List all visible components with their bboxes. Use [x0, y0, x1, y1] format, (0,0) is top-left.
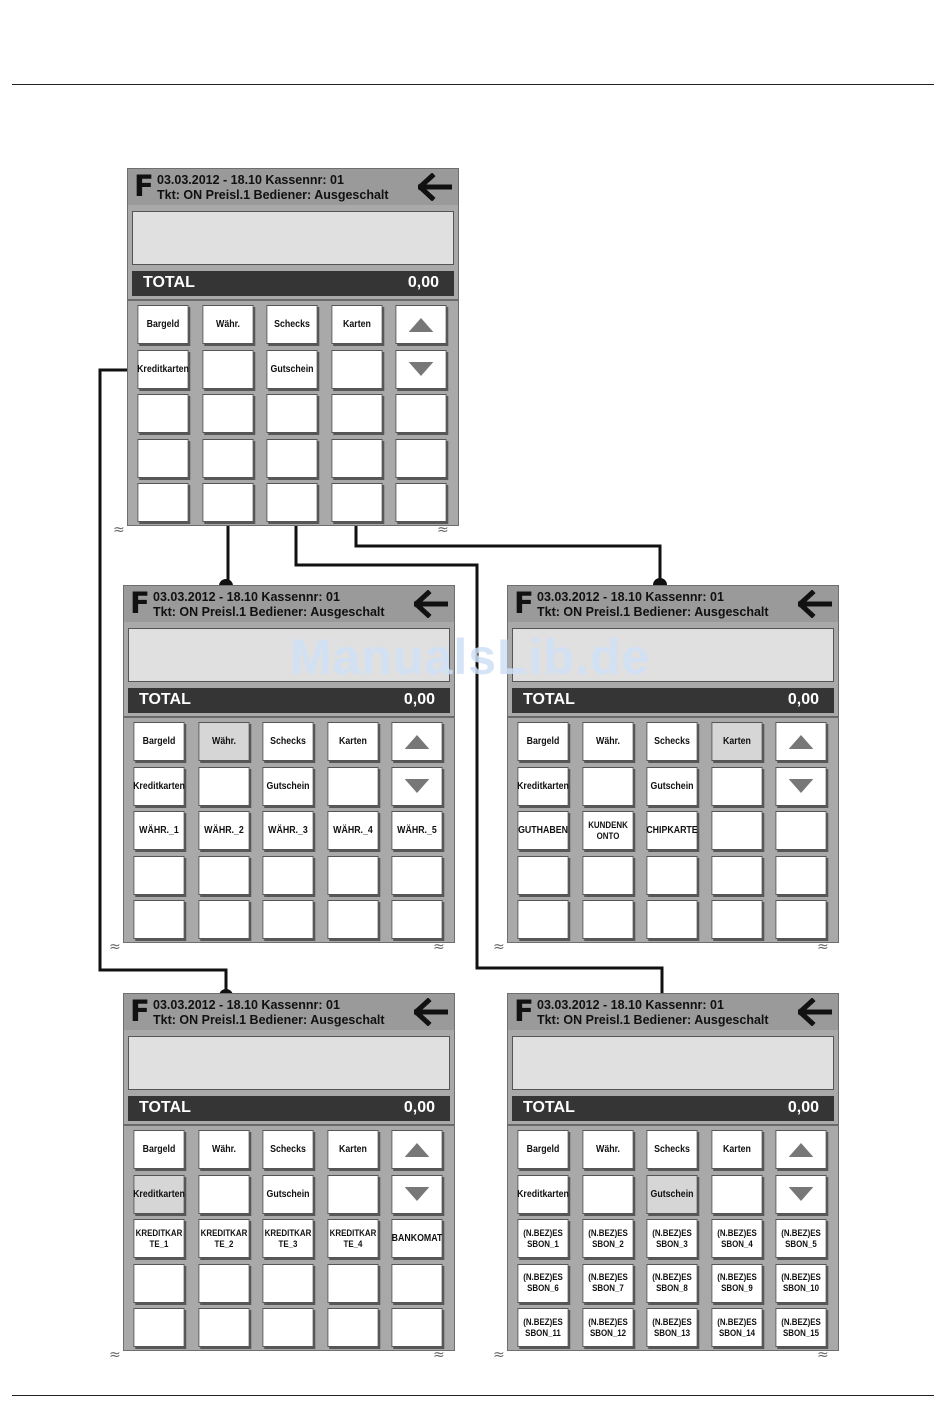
key-schecks[interactable] [262, 722, 313, 761]
up-arrow-icon [405, 1143, 430, 1157]
empty-key[interactable] [202, 350, 253, 389]
scroll-up-button[interactable] [775, 1130, 826, 1169]
empty-key[interactable] [133, 900, 184, 939]
key-label: (N.BEZ)ES SBON_12 [587, 1316, 628, 1338]
key-währ[interactable] [202, 305, 253, 344]
total-bar [512, 688, 834, 713]
function-letter: F [130, 994, 150, 1028]
empty-key[interactable] [198, 1308, 249, 1347]
key-label: WÄHR._4 [332, 825, 373, 836]
key-label: (N.BEZ)ES SBON_13 [652, 1316, 692, 1338]
display-area [128, 1036, 450, 1090]
key-label: CHIPKARTE [646, 825, 698, 836]
key-label: Gutschein [650, 780, 694, 792]
scroll-down-button[interactable] [775, 767, 826, 806]
key-label: Karten [338, 736, 367, 747]
key-bargeld[interactable] [133, 722, 184, 761]
empty-key[interactable] [327, 1264, 378, 1303]
pos-screen-gutschein [507, 993, 839, 1351]
total-value: 0,00 [403, 1099, 435, 1116]
key-label: Bargeld [142, 1144, 176, 1155]
key-label: Karten [338, 1144, 367, 1155]
scroll-up-button[interactable] [775, 722, 826, 761]
screen-header [124, 994, 454, 1030]
divider [124, 716, 454, 718]
empty-key[interactable] [202, 483, 253, 522]
empty-key[interactable] [711, 856, 762, 895]
empty-key[interactable] [395, 483, 446, 522]
key-bargeld[interactable] [137, 305, 188, 344]
key-kreditkar-te-3[interactable] [262, 1219, 313, 1258]
key-label: Bargeld [142, 736, 176, 747]
key-karten[interactable] [331, 305, 382, 344]
key-währ[interactable] [582, 1130, 633, 1169]
empty-key[interactable] [582, 767, 633, 806]
key-label: (N.BEZ)ES SBON_10 [781, 1272, 821, 1293]
key-währ-3[interactable] [262, 811, 313, 850]
back-arrow-icon[interactable] [798, 998, 832, 1026]
key-label: Kreditkarten [517, 780, 569, 792]
key-schecks[interactable] [262, 1130, 313, 1169]
key-bankomat[interactable] [391, 1219, 442, 1258]
key-label: Kreditkarten [137, 363, 189, 375]
key-währ[interactable] [198, 722, 249, 761]
key-label: Karten [342, 319, 371, 330]
empty-key[interactable] [646, 856, 697, 895]
total-bar [128, 1096, 450, 1121]
scroll-down-button[interactable] [775, 1175, 826, 1214]
key-gutschein[interactable] [646, 767, 697, 806]
key-label: Gutschein [266, 1188, 310, 1200]
key-label: Schecks [274, 319, 310, 330]
header-ticket-operator: Tkt: ON Preisl.1 Bediener: Ausgeschalt [537, 1013, 769, 1027]
up-arrow-icon [789, 1143, 814, 1157]
empty-key[interactable] [331, 439, 382, 478]
cut-mark-left: ≈ [109, 1347, 121, 1363]
key-label: KREDITKAR TE_3 [264, 1227, 312, 1249]
function-letter: F [134, 169, 154, 203]
key-label: (N.BEZ)ES SBON_14 [716, 1316, 757, 1338]
key-bargeld[interactable] [133, 1130, 184, 1169]
header-date-register: 03.03.2012 - 18.10 Kassennr: 01 [153, 998, 340, 1012]
screen-header [508, 586, 838, 622]
key-label: Bargeld [526, 736, 560, 747]
empty-key[interactable] [775, 900, 826, 939]
key-label: Währ. [211, 736, 236, 747]
scroll-up-button[interactable] [391, 1130, 442, 1169]
key-bargeld[interactable] [517, 722, 568, 761]
empty-key[interactable] [395, 394, 446, 433]
empty-key[interactable] [582, 900, 633, 939]
up-arrow-icon [409, 318, 434, 332]
key-label: Währ. [211, 1144, 236, 1155]
key-bargeld[interactable] [517, 1130, 568, 1169]
key-label: (N.BEZ)ES SBON_1 [523, 1227, 563, 1249]
empty-key[interactable] [266, 439, 317, 478]
key-label: WÄHR._1 [139, 825, 179, 836]
divider [128, 299, 458, 301]
key-karten[interactable] [327, 1130, 378, 1169]
key-label: (N.BEZ)ES SBON_2 [587, 1227, 628, 1249]
back-arrow-icon[interactable] [414, 998, 448, 1026]
key-n-bez-es-sbon-1[interactable] [517, 1219, 568, 1258]
scroll-down-button[interactable] [391, 1175, 442, 1214]
screen-header [508, 994, 838, 1030]
empty-key[interactable] [711, 811, 762, 850]
empty-key[interactable] [391, 900, 442, 939]
empty-key[interactable] [266, 483, 317, 522]
key-label: (N.BEZ)ES SBON_3 [652, 1227, 692, 1249]
cut-mark-right: ≈ [817, 1347, 829, 1363]
key-gutschein[interactable] [262, 767, 313, 806]
key-kreditkarten[interactable] [133, 1175, 184, 1214]
header-ticket-operator: Tkt: ON Preisl.1 Bediener: Ausgeschalt [153, 1013, 385, 1027]
key-label: Karten [722, 736, 751, 747]
scroll-up-button[interactable] [391, 722, 442, 761]
empty-key[interactable] [137, 394, 188, 433]
key-währ[interactable] [198, 1130, 249, 1169]
empty-key[interactable] [198, 856, 249, 895]
empty-key[interactable] [133, 1264, 184, 1303]
key-label: (N.BEZ)ES SBON_9 [716, 1272, 757, 1293]
key-label: KUNDENK ONTO [587, 819, 628, 841]
key-schecks[interactable] [646, 722, 697, 761]
key-karten[interactable] [711, 1130, 762, 1169]
empty-key[interactable] [395, 439, 446, 478]
key-chipkarte[interactable] [646, 811, 697, 850]
key-kreditkarten[interactable] [137, 350, 188, 389]
key-label: (N.BEZ)ES SBON_5 [781, 1227, 821, 1249]
empty-key[interactable] [198, 1264, 249, 1303]
scroll-down-button[interactable] [395, 350, 446, 389]
key-label: (N.BEZ)ES SBON_4 [716, 1227, 757, 1249]
key-kreditkarten[interactable] [517, 1175, 568, 1214]
function-letter: F [514, 994, 534, 1028]
empty-key[interactable] [327, 767, 378, 806]
scroll-down-button[interactable] [391, 767, 442, 806]
cut-mark-right: ≈ [433, 939, 445, 955]
empty-key[interactable] [262, 1264, 313, 1303]
key-label: Schecks [270, 1144, 306, 1155]
cut-mark-right: ≈ [437, 522, 449, 538]
total-value: 0,00 [403, 691, 435, 708]
total-bar [132, 271, 454, 296]
key-label: (N.BEZ)ES SBON_11 [523, 1316, 563, 1338]
up-arrow-icon [789, 735, 814, 749]
empty-key[interactable] [775, 856, 826, 895]
watermark: ManualsLib.de [290, 629, 651, 685]
empty-key[interactable] [582, 1175, 633, 1214]
key-label: Gutschein [270, 363, 314, 375]
display-area [512, 1036, 834, 1090]
key-währ-5[interactable] [391, 811, 442, 850]
divider [124, 1124, 454, 1126]
key-label: Schecks [654, 1144, 690, 1155]
divider [508, 1124, 838, 1126]
cut-mark-left: ≈ [113, 522, 125, 538]
empty-key[interactable] [198, 900, 249, 939]
key-währ[interactable] [582, 722, 633, 761]
empty-key[interactable] [331, 483, 382, 522]
pos-screen-main [127, 168, 459, 526]
key-label: Währ. [595, 736, 620, 747]
key-n-bez-es-sbon-7[interactable] [582, 1264, 633, 1303]
key-karten[interactable] [711, 722, 762, 761]
function-letter: F [130, 586, 150, 620]
empty-key[interactable] [137, 439, 188, 478]
key-karten[interactable] [327, 722, 378, 761]
empty-key[interactable] [198, 767, 249, 806]
key-label: KREDITKAR TE_2 [200, 1227, 247, 1249]
key-n-bez-es-sbon-12[interactable] [582, 1308, 633, 1347]
key-label: WÄHR._2 [203, 825, 244, 836]
key-label: Bargeld [146, 319, 180, 330]
total-label: TOTAL [523, 1099, 575, 1116]
empty-key[interactable] [202, 394, 253, 433]
key-n-bez-es-sbon-5[interactable] [775, 1219, 826, 1258]
key-label: Kreditkarten [133, 1188, 185, 1200]
empty-key[interactable] [582, 856, 633, 895]
empty-key[interactable] [711, 900, 762, 939]
key-kundenk-onto[interactable] [582, 811, 633, 850]
key-schecks[interactable] [646, 1130, 697, 1169]
total-label: TOTAL [139, 691, 191, 708]
key-n-bez-es-sbon-2[interactable] [582, 1219, 633, 1258]
cut-mark-left: ≈ [109, 939, 121, 955]
key-label: Währ. [595, 1144, 620, 1155]
scroll-up-button[interactable] [395, 305, 446, 344]
key-n-bez-es-sbon-11[interactable] [517, 1308, 568, 1347]
empty-key[interactable] [198, 1175, 249, 1214]
key-label: (N.BEZ)ES SBON_8 [652, 1272, 692, 1293]
empty-key[interactable] [133, 1308, 184, 1347]
header-date-register: 03.03.2012 - 18.10 Kassennr: 01 [153, 590, 340, 604]
header-ticket-operator: Tkt: ON Preisl.1 Bediener: Ausgeschalt [537, 605, 769, 619]
empty-key[interactable] [137, 483, 188, 522]
total-value: 0,00 [787, 691, 819, 708]
key-label: Schecks [270, 736, 306, 747]
key-währ-2[interactable] [198, 811, 249, 850]
up-arrow-icon [405, 735, 430, 749]
key-kreditkar-te-4[interactable] [327, 1219, 378, 1258]
screen-header [124, 586, 454, 622]
key-n-bez-es-sbon-9[interactable] [711, 1264, 762, 1303]
key-label: Kreditkarten [133, 780, 185, 792]
key-n-bez-es-sbon-3[interactable] [646, 1219, 697, 1258]
display-area [132, 211, 454, 265]
header-ticket-operator: Tkt: ON Preisl.1 Bediener: Ausgeschalt [157, 188, 389, 202]
total-value: 0,00 [787, 1099, 819, 1116]
empty-key[interactable] [391, 1308, 442, 1347]
key-label: KREDITKAR TE_1 [135, 1227, 183, 1249]
key-gutschein[interactable] [262, 1175, 313, 1214]
total-label: TOTAL [139, 1099, 191, 1116]
key-label: BANKOMAT [391, 1233, 443, 1244]
total-bar [512, 1096, 834, 1121]
key-kreditkarten[interactable] [517, 767, 568, 806]
cut-mark-right: ≈ [433, 1347, 445, 1363]
header-date-register: 03.03.2012 - 18.10 Kassennr: 01 [537, 590, 724, 604]
empty-key[interactable] [711, 767, 762, 806]
key-label: Schecks [654, 736, 690, 747]
down-arrow-icon [405, 779, 430, 793]
empty-key[interactable] [646, 900, 697, 939]
key-n-bez-es-sbon-15[interactable] [775, 1308, 826, 1347]
empty-key[interactable] [331, 350, 382, 389]
down-arrow-icon [789, 779, 814, 793]
back-arrow-icon[interactable] [418, 173, 452, 201]
back-arrow-icon[interactable] [798, 590, 832, 618]
total-label: TOTAL [143, 274, 195, 291]
key-n-bez-es-sbon-4[interactable] [711, 1219, 762, 1258]
empty-key[interactable] [517, 900, 568, 939]
header-date-register: 03.03.2012 - 18.10 Kassennr: 01 [157, 173, 344, 187]
down-arrow-icon [405, 1187, 430, 1201]
empty-key[interactable] [327, 856, 378, 895]
empty-key[interactable] [133, 856, 184, 895]
key-n-bez-es-sbon-8[interactable] [646, 1264, 697, 1303]
empty-key[interactable] [262, 1308, 313, 1347]
empty-key[interactable] [202, 439, 253, 478]
back-arrow-icon[interactable] [414, 590, 448, 618]
key-label: Karten [722, 1144, 751, 1155]
key-n-bez-es-sbon-13[interactable] [646, 1308, 697, 1347]
empty-key[interactable] [517, 856, 568, 895]
key-label: WÄHR._5 [397, 825, 437, 836]
pos-screen-kreditkarten [123, 993, 455, 1351]
key-gutschein[interactable] [266, 350, 317, 389]
key-guthaben[interactable] [517, 811, 568, 850]
key-label: Währ. [215, 319, 240, 330]
key-label: Bargeld [526, 1144, 560, 1155]
empty-key[interactable] [391, 856, 442, 895]
empty-key[interactable] [327, 900, 378, 939]
key-währ-1[interactable] [133, 811, 184, 850]
key-kreditkar-te-1[interactable] [133, 1219, 184, 1258]
header-date-register: 03.03.2012 - 18.10 Kassennr: 01 [537, 998, 724, 1012]
empty-key[interactable] [711, 1175, 762, 1214]
screen-header [128, 169, 458, 205]
key-label: (N.BEZ)ES SBON_6 [523, 1272, 563, 1293]
function-letter: F [514, 586, 534, 620]
key-label: Gutschein [650, 1188, 694, 1200]
down-arrow-icon [789, 1187, 814, 1201]
key-label: WÄHR._3 [268, 825, 308, 836]
empty-key[interactable] [262, 900, 313, 939]
cut-mark-right: ≈ [817, 939, 829, 955]
empty-key[interactable] [775, 811, 826, 850]
key-gutschein[interactable] [646, 1175, 697, 1214]
key-schecks[interactable] [266, 305, 317, 344]
key-kreditkar-te-2[interactable] [198, 1219, 249, 1258]
key-währ-4[interactable] [327, 811, 378, 850]
down-arrow-icon [409, 362, 434, 376]
empty-key[interactable] [331, 394, 382, 433]
empty-key[interactable] [266, 394, 317, 433]
divider [508, 716, 838, 718]
cut-mark-left: ≈ [493, 1347, 505, 1363]
empty-key[interactable] [327, 1308, 378, 1347]
empty-key[interactable] [327, 1175, 378, 1214]
empty-key[interactable] [262, 856, 313, 895]
key-label: GUTHABEN [518, 825, 568, 836]
empty-key[interactable] [391, 1264, 442, 1303]
key-n-bez-es-sbon-6[interactable] [517, 1264, 568, 1303]
key-n-bez-es-sbon-10[interactable] [775, 1264, 826, 1303]
key-kreditkarten[interactable] [133, 767, 184, 806]
total-value: 0,00 [407, 274, 439, 291]
key-label: (N.BEZ)ES SBON_15 [781, 1316, 821, 1338]
key-label: KREDITKAR TE_4 [329, 1227, 376, 1249]
cut-mark-left: ≈ [493, 939, 505, 955]
key-label: (N.BEZ)ES SBON_7 [587, 1272, 628, 1293]
total-label: TOTAL [523, 691, 575, 708]
key-n-bez-es-sbon-14[interactable] [711, 1308, 762, 1347]
header-ticket-operator: Tkt: ON Preisl.1 Bediener: Ausgeschalt [153, 605, 385, 619]
total-bar [128, 688, 450, 713]
key-label: Kreditkarten [517, 1188, 569, 1200]
key-label: Gutschein [266, 780, 310, 792]
